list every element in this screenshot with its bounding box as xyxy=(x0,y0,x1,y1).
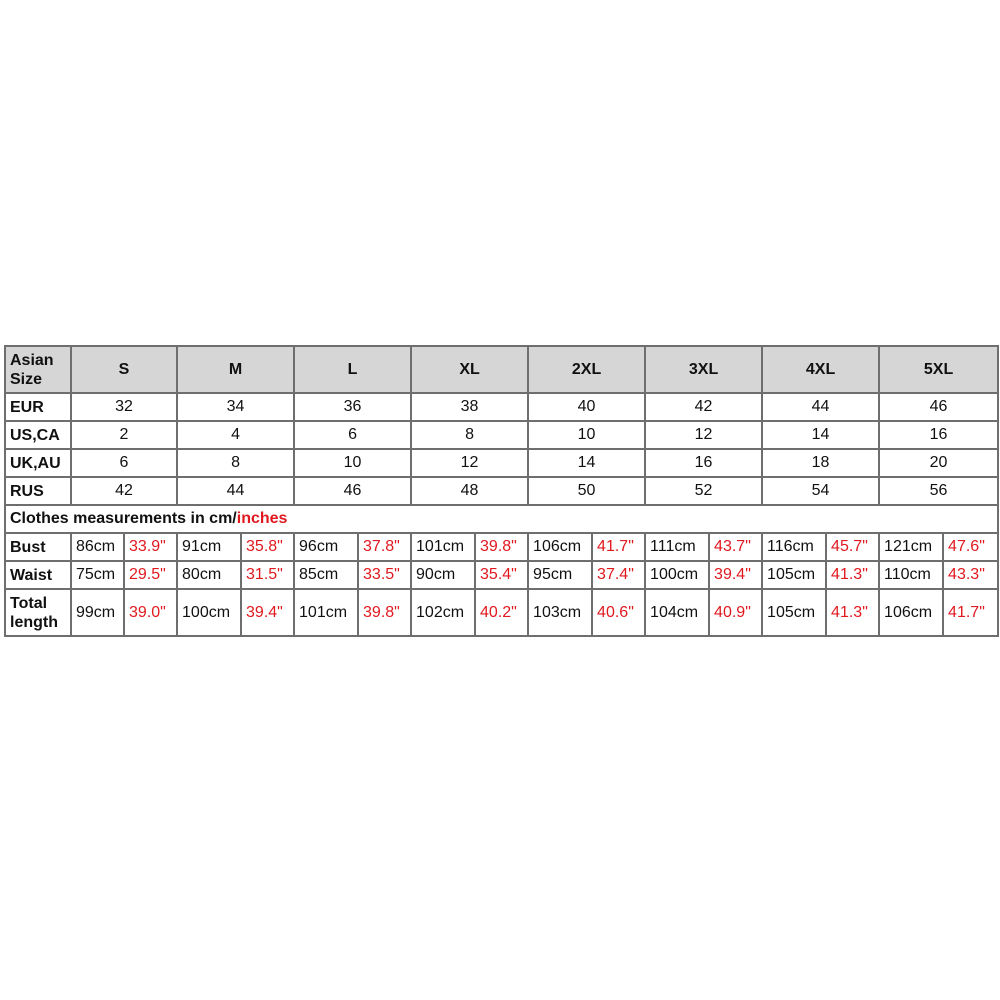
cm-value-cell: 121cm xyxy=(879,533,943,561)
cm-value-cell: 102cm xyxy=(411,589,475,636)
conversion-cell: 46 xyxy=(294,477,411,505)
cm-value-cell: 85cm xyxy=(294,561,358,589)
conversion-cell: 40 xyxy=(528,393,645,421)
measurements-section-row xyxy=(5,505,998,533)
section-title-inches: inches xyxy=(236,510,288,527)
conversion-row xyxy=(5,477,998,505)
cm-value-cell: 80cm xyxy=(177,561,241,589)
conversion-cell: 56 xyxy=(879,477,998,505)
inch-value-cell: 39.8" xyxy=(475,533,528,561)
row-label: Waist xyxy=(5,561,71,589)
size-header-row xyxy=(5,346,998,393)
inch-value-cell: 40.2" xyxy=(475,589,528,636)
cm-value-cell: 110cm xyxy=(879,561,943,589)
conversion-cell: 36 xyxy=(294,393,411,421)
cm-value-cell: 106cm xyxy=(879,589,943,636)
inch-value-cell: 41.3" xyxy=(826,561,879,589)
conversion-row xyxy=(5,393,998,421)
cm-value-cell: 104cm xyxy=(645,589,709,636)
inch-value-cell: 33.9" xyxy=(124,533,177,561)
conversion-cell: 4 xyxy=(177,421,294,449)
cm-value-cell: 103cm xyxy=(528,589,592,636)
inch-value-cell: 41.7" xyxy=(943,589,998,636)
conversion-cell: 12 xyxy=(645,421,762,449)
conversion-cell: 2 xyxy=(71,421,177,449)
cm-value-cell: 105cm xyxy=(762,561,826,589)
inch-value-cell: 37.4" xyxy=(592,561,645,589)
row-label: UK,AU xyxy=(5,449,71,477)
conversion-cell: 6 xyxy=(71,449,177,477)
conversion-cell: 34 xyxy=(177,393,294,421)
conversion-cell: 20 xyxy=(879,449,998,477)
conversion-cell: 10 xyxy=(294,449,411,477)
cm-value-cell: 86cm xyxy=(71,533,124,561)
inch-value-cell: 47.6" xyxy=(943,533,998,561)
row-label: Bust xyxy=(5,533,71,561)
conversion-row xyxy=(5,421,998,449)
cm-value-cell: 99cm xyxy=(71,589,124,636)
asian-size-label: Asian Size xyxy=(5,346,71,393)
cm-value-cell: 90cm xyxy=(411,561,475,589)
cm-value-cell: 96cm xyxy=(294,533,358,561)
cm-value-cell: 105cm xyxy=(762,589,826,636)
conversion-cell: 54 xyxy=(762,477,879,505)
conversion-cell: 48 xyxy=(411,477,528,505)
inch-value-cell: 39.0" xyxy=(124,589,177,636)
inch-value-cell: 31.5" xyxy=(241,561,294,589)
conversion-cell: 50 xyxy=(528,477,645,505)
size-header-cell: 4XL xyxy=(762,346,879,393)
conversion-cell: 44 xyxy=(762,393,879,421)
cm-value-cell: 91cm xyxy=(177,533,241,561)
size-header-cell: 3XL xyxy=(645,346,762,393)
cm-value-cell: 116cm xyxy=(762,533,826,561)
size-header-cell: M xyxy=(177,346,294,393)
conversion-row xyxy=(5,449,998,477)
inch-value-cell: 35.4" xyxy=(475,561,528,589)
inch-value-cell: 39.4" xyxy=(709,561,762,589)
conversion-cell: 14 xyxy=(762,421,879,449)
conversion-cell: 44 xyxy=(177,477,294,505)
inch-value-cell: 39.4" xyxy=(241,589,294,636)
row-label: US,CA xyxy=(5,421,71,449)
measurements-section-title xyxy=(5,505,998,533)
inch-value-cell: 43.7" xyxy=(709,533,762,561)
inch-value-cell: 33.5" xyxy=(358,561,411,589)
cm-value-cell: 75cm xyxy=(71,561,124,589)
cm-value-cell: 95cm xyxy=(528,561,592,589)
measurement-row xyxy=(5,533,998,561)
conversion-cell: 38 xyxy=(411,393,528,421)
cm-value-cell: 101cm xyxy=(294,589,358,636)
inch-value-cell: 29.5" xyxy=(124,561,177,589)
conversion-cell: 8 xyxy=(177,449,294,477)
row-label: EUR xyxy=(5,393,71,421)
conversion-cell: 16 xyxy=(879,421,998,449)
section-title-prefix: Clothes measurements in cm/ xyxy=(10,510,237,527)
inch-value-cell: 45.7" xyxy=(826,533,879,561)
cm-value-cell: 100cm xyxy=(645,561,709,589)
inch-value-cell: 41.3" xyxy=(826,589,879,636)
inch-value-cell: 35.8" xyxy=(241,533,294,561)
inch-value-cell: 39.8" xyxy=(358,589,411,636)
conversion-cell: 6 xyxy=(294,421,411,449)
conversion-cell: 42 xyxy=(71,477,177,505)
size-header-cell: 5XL xyxy=(879,346,998,393)
conversion-cell: 42 xyxy=(645,393,762,421)
conversion-cell: 46 xyxy=(879,393,998,421)
conversion-cell: 10 xyxy=(528,421,645,449)
cm-value-cell: 111cm xyxy=(645,533,709,561)
size-header-cell: 2XL xyxy=(528,346,645,393)
measurement-row xyxy=(5,561,998,589)
cm-value-cell: 101cm xyxy=(411,533,475,561)
conversion-cell: 18 xyxy=(762,449,879,477)
conversion-cell: 8 xyxy=(411,421,528,449)
size-header-cell: S xyxy=(71,346,177,393)
inch-value-cell: 41.7" xyxy=(592,533,645,561)
conversion-cell: 52 xyxy=(645,477,762,505)
conversion-cell: 32 xyxy=(71,393,177,421)
inch-value-cell: 43.3" xyxy=(943,561,998,589)
cm-value-cell: 106cm xyxy=(528,533,592,561)
conversion-cell: 14 xyxy=(528,449,645,477)
row-label: Total length xyxy=(5,589,71,636)
row-label: RUS xyxy=(5,477,71,505)
inch-value-cell: 40.9" xyxy=(709,589,762,636)
size-header-cell: XL xyxy=(411,346,528,393)
size-header-cell: L xyxy=(294,346,411,393)
conversion-cell: 16 xyxy=(645,449,762,477)
inch-value-cell: 37.8" xyxy=(358,533,411,561)
conversion-cell: 12 xyxy=(411,449,528,477)
inch-value-cell: 40.6" xyxy=(592,589,645,636)
size-chart-table xyxy=(4,345,999,637)
cm-value-cell: 100cm xyxy=(177,589,241,636)
measurement-row xyxy=(5,589,998,636)
